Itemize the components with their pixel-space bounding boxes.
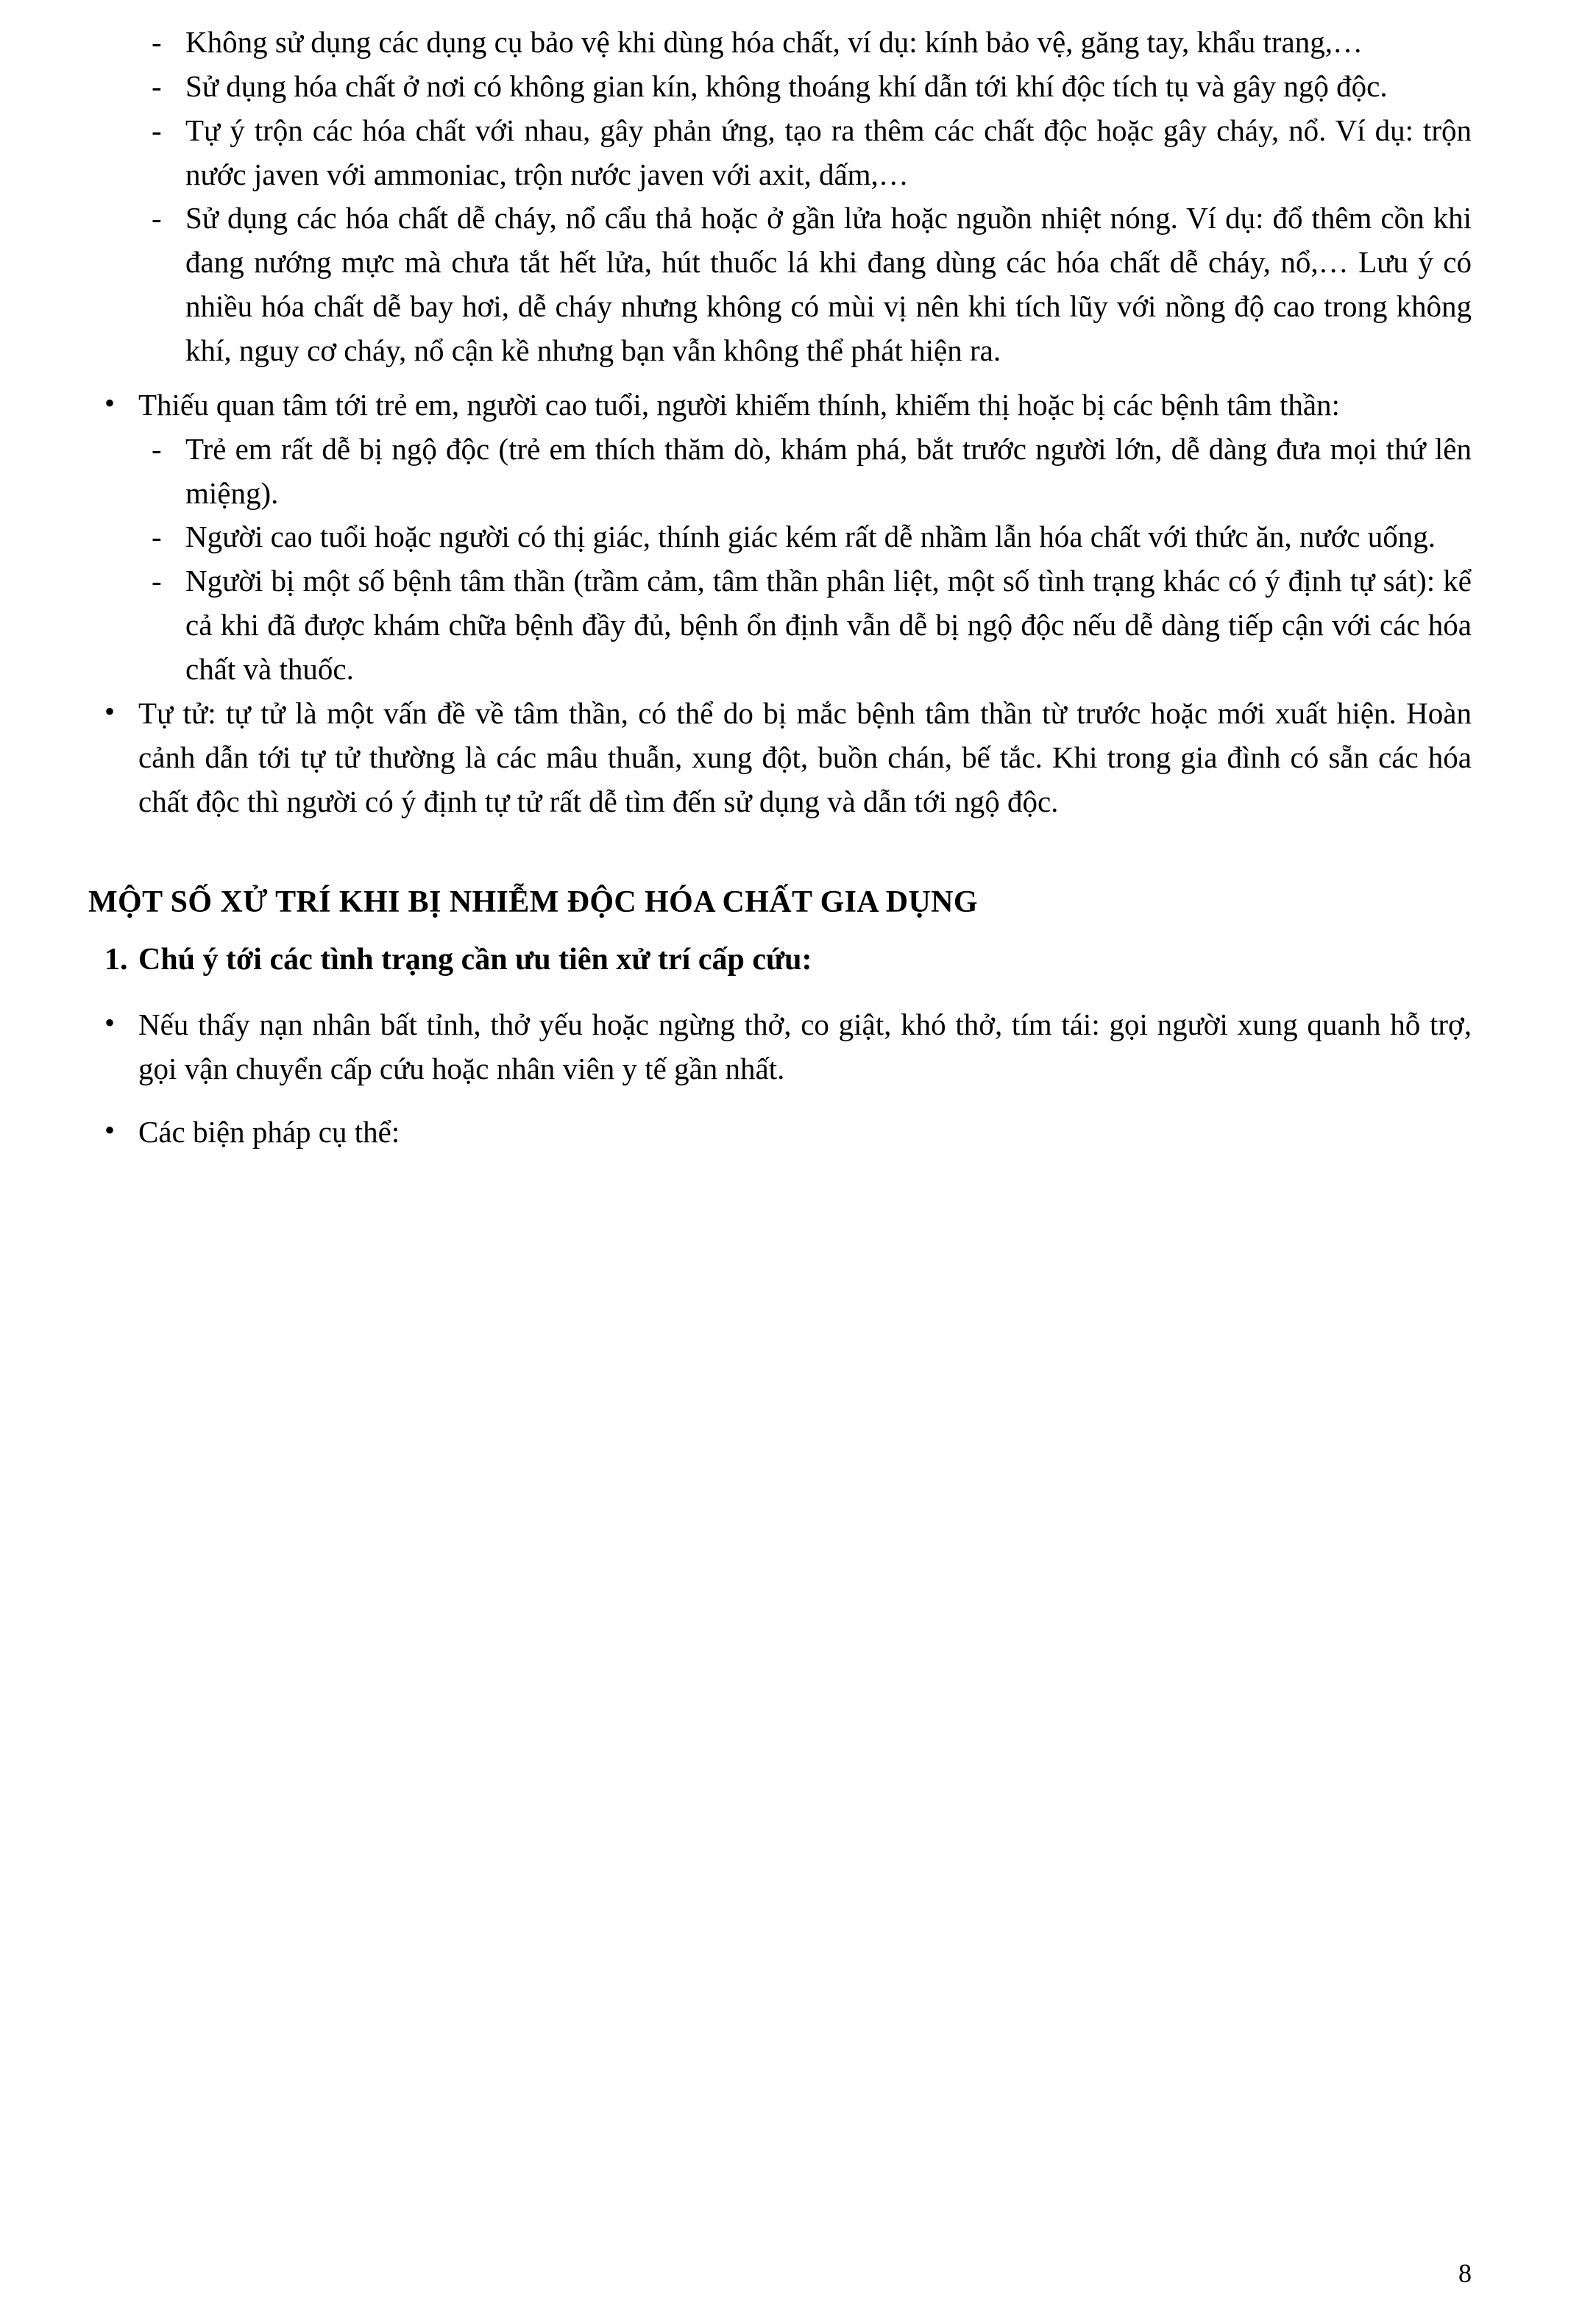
bullet-marker: •	[104, 694, 116, 728]
list-item	[138, 21, 1472, 65]
list-item-text: Nếu thấy nạn nhân bất tỉnh, thở yếu hoặc ngừng thở, co giật, khó thở, tím tái: gọi người xung quanh hỗ trợ, gọi vận chuyển cấp cứu hoặc nhân viên y tế gần nhất.	[138, 1007, 1472, 1086]
list-item-text: Trẻ em rất dễ bị ngộ độc (trẻ em thích thăm dò, khám phá, bắt trước người lớn, dễ dàng đưa mọi thứ lên miệng).	[185, 431, 1472, 510]
list-item	[88, 1003, 1472, 1091]
numbered-heading-number: 1.	[104, 943, 128, 977]
dash-list-top	[88, 21, 1472, 373]
bullet-list-firstaid	[88, 1003, 1472, 1091]
dash-marker: -	[152, 431, 162, 466]
numbered-heading	[88, 938, 1472, 982]
dash-marker: -	[152, 564, 162, 598]
list-item-text: Sử dụng hóa chất ở nơi có không gian kín, không thoáng khí dẫn tới khí độc tích tụ và gây ngộ độc.	[185, 68, 1388, 103]
list-item	[138, 65, 1472, 109]
bullet-marker: •	[104, 1113, 116, 1147]
sub-dash-list-care	[88, 428, 1472, 692]
list-item-text: Các biện pháp cụ thể:	[138, 1114, 400, 1149]
list-item-text: Thiếu quan tâm tới trẻ em, người cao tuổi, người khiếm thính, khiếm thị hoặc bị các bệnh tâm thần:	[138, 387, 1340, 422]
page-number: 8	[1458, 2259, 1472, 2288]
bullet-list-suicide	[88, 692, 1472, 824]
list-item-text: Sử dụng các hóa chất dễ cháy, nổ cẩu thả hoặc ở gần lửa hoặc nguồn nhiệt nóng. Ví dụ: đổ thêm cồn khi đang nướng mực mà chưa tắt hết lửa, hút thuốc lá khi đang dùng các hóa chất dễ cháy, nổ,… Lưu ý có nhiều hóa chất dễ bay hơi, dễ cháy nhưng không có mùi vị nên khi tích lũy với nồng độ cao trong không khí, nguy cơ cháy, nổ cận kề nhưng bạn vẫn không thể phát hiện ra.	[185, 201, 1472, 368]
dash-marker: -	[152, 68, 162, 103]
list-item	[138, 428, 1472, 516]
list-item	[138, 196, 1472, 372]
list-item	[88, 383, 1472, 428]
numbered-heading-text: Chú ý tới các tình trạng cần ưu tiên xử trí cấp cứu:	[138, 943, 812, 977]
list-item	[88, 692, 1472, 824]
list-item-text: Không sử dụng các dụng cụ bảo vệ khi dùng hóa chất, ví dụ: kính bảo vệ, găng tay, khẩu trang,…	[185, 25, 1363, 59]
dash-marker: -	[152, 113, 162, 147]
list-item-text: Tự ý trộn các hóa chất với nhau, gây phản ứng, tạo ra thêm các chất độc hoặc gây cháy, nổ. Ví dụ: trộn nước javen với ammoniac, trộn nước javen với axit, dấm,…	[185, 113, 1472, 191]
list-item	[138, 109, 1472, 197]
list-item-text: Tự tử: tự tử là một vấn đề về tâm thần, có thể do bị mắc bệnh tâm thần từ trước hoặc mới xuất hiện. Hoàn cảnh dẫn tới tự tử thường là các mâu thuẫn, xung đột, buồn chán, bế tắc. Khi trong gia đình có sẵn các hóa chất độc thì người có ý định tự tử rất dễ tìm đến sử dụng và dẫn tới ngộ độc.	[138, 695, 1472, 818]
bullet-list-measures	[88, 1110, 1472, 1155]
bullet-marker: •	[104, 386, 116, 419]
list-item	[138, 559, 1472, 692]
dash-marker: -	[152, 25, 162, 59]
bullet-list-care	[88, 383, 1472, 428]
section-heading: MỘT SỐ XỬ TRÍ KHI BỊ NHIỄM ĐỘC HÓA CHẤT GIA DỤNG	[88, 885, 978, 920]
dash-marker: -	[152, 201, 162, 235]
bullet-marker: •	[104, 1006, 116, 1040]
list-item-text: Người bị một số bệnh tâm thần (trầm cảm, tâm thần phân liệt, một số tình trạng khác có ý định tự sát): kể cả khi đã được khám chữa bệnh đầy đủ, bệnh ổn định vẫn dễ bị ngộ độc nếu dễ dàng tiếp cận với các hóa chất và thuốc.	[185, 564, 1472, 687]
list-item	[138, 515, 1472, 559]
list-item-text: Người cao tuổi hoặc người có thị giác, thính giác kém rất dễ nhầm lẫn hóa chất với thức ăn, nước uống.	[185, 520, 1436, 554]
dash-marker: -	[152, 520, 162, 554]
list-item	[88, 1110, 1472, 1155]
